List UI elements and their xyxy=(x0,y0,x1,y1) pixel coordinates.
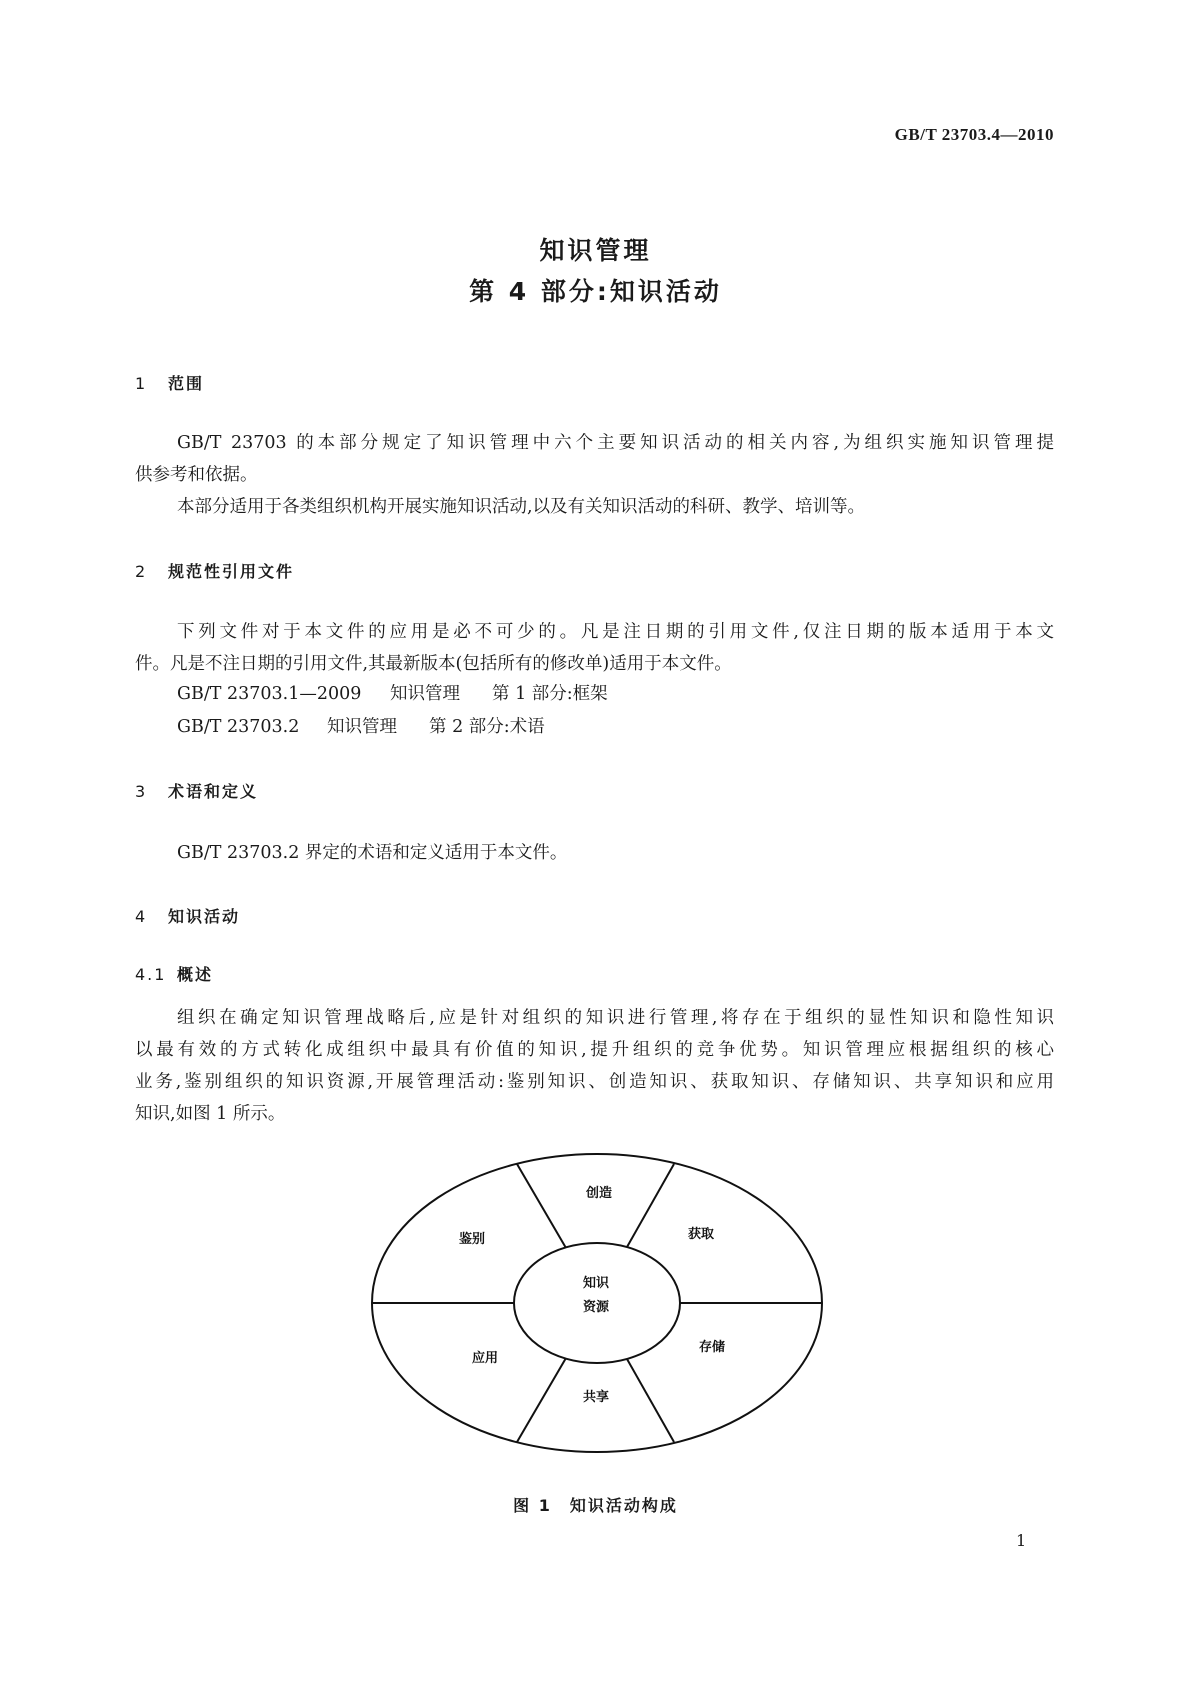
figure-caption: 图 1 知识活动构成 xyxy=(513,1496,678,1515)
document-subtitle: 第 4 部分:知识活动 xyxy=(469,277,722,306)
center-label-line1: 知识 xyxy=(582,1276,610,1291)
normative-reference: GB/T 23703.2 知识管理 第 2 部分:术语 xyxy=(177,717,545,737)
center-label-line2: 资源 xyxy=(582,1300,610,1315)
paragraph-line: 以最有效的方式转化成组织中最具有价值的知识,提升组织的竞争优势。知识管理应根据组织的核心 xyxy=(135,1040,1054,1060)
paragraph-line: 件。凡是不注日期的引用文件,其最新版本(包括所有的修改单)适用于本文件。 xyxy=(135,654,732,674)
paragraph-line: 下列文件对于本文件的应用是必不可少的。凡是注日期的引用文件,仅注日期的版本适用于本文 xyxy=(177,622,1054,642)
divider-line xyxy=(517,1164,566,1248)
paragraph-line: 知识,如图 1 所示。 xyxy=(135,1104,286,1124)
section-4-1-heading: 4.1 概述 xyxy=(135,965,214,984)
section-4-heading: 4 知识活动 xyxy=(135,907,241,926)
section-2-heading: 2 规范性引用文件 xyxy=(135,562,295,581)
segment-label-apply: 应用 xyxy=(471,1351,499,1366)
divider-line xyxy=(627,1359,674,1442)
paragraph-line: GB/T 23703 的本部分规定了知识管理中六个主要知识活动的相关内容,为组织实施知识管理提 xyxy=(177,433,1054,453)
segment-label-store: 存储 xyxy=(698,1340,726,1355)
paragraph-line: GB/T 23703.2 界定的术语和定义适用于本文件。 xyxy=(177,843,568,863)
divider-line xyxy=(627,1164,674,1247)
segment-label-share: 共享 xyxy=(582,1390,610,1405)
document-number: GB/T 23703.4—2010 xyxy=(894,125,1054,144)
normative-reference: GB/T 23703.1—2009 知识管理 第 1 部分:框架 xyxy=(177,684,608,704)
section-3-heading: 3 术语和定义 xyxy=(135,782,259,801)
divider-line xyxy=(517,1358,566,1442)
paragraph-line: 供参考和依据。 xyxy=(135,465,258,485)
paragraph-line: 组织在确定知识管理战略后,应是针对组织的知识进行管理,将存在于组织的显性知识和隐性知识 xyxy=(177,1008,1054,1028)
section-1-heading: 1 范围 xyxy=(135,374,205,393)
document-title: 知识管理 xyxy=(539,236,652,265)
page-number: 1 xyxy=(1016,1531,1027,1550)
paragraph-line: 业务,鉴别组织的知识资源,开展管理活动:鉴别知识、创造知识、获取知识、存储知识、共享知识和应用 xyxy=(135,1072,1054,1092)
segment-label-create: 创造 xyxy=(585,1186,613,1201)
segment-label-identify: 鉴别 xyxy=(458,1232,486,1247)
segment-label-acquire: 获取 xyxy=(687,1227,715,1242)
paragraph-line: 本部分适用于各类组织机构开展实施知识活动,以及有关知识活动的科研、教学、培训等。 xyxy=(177,497,866,517)
